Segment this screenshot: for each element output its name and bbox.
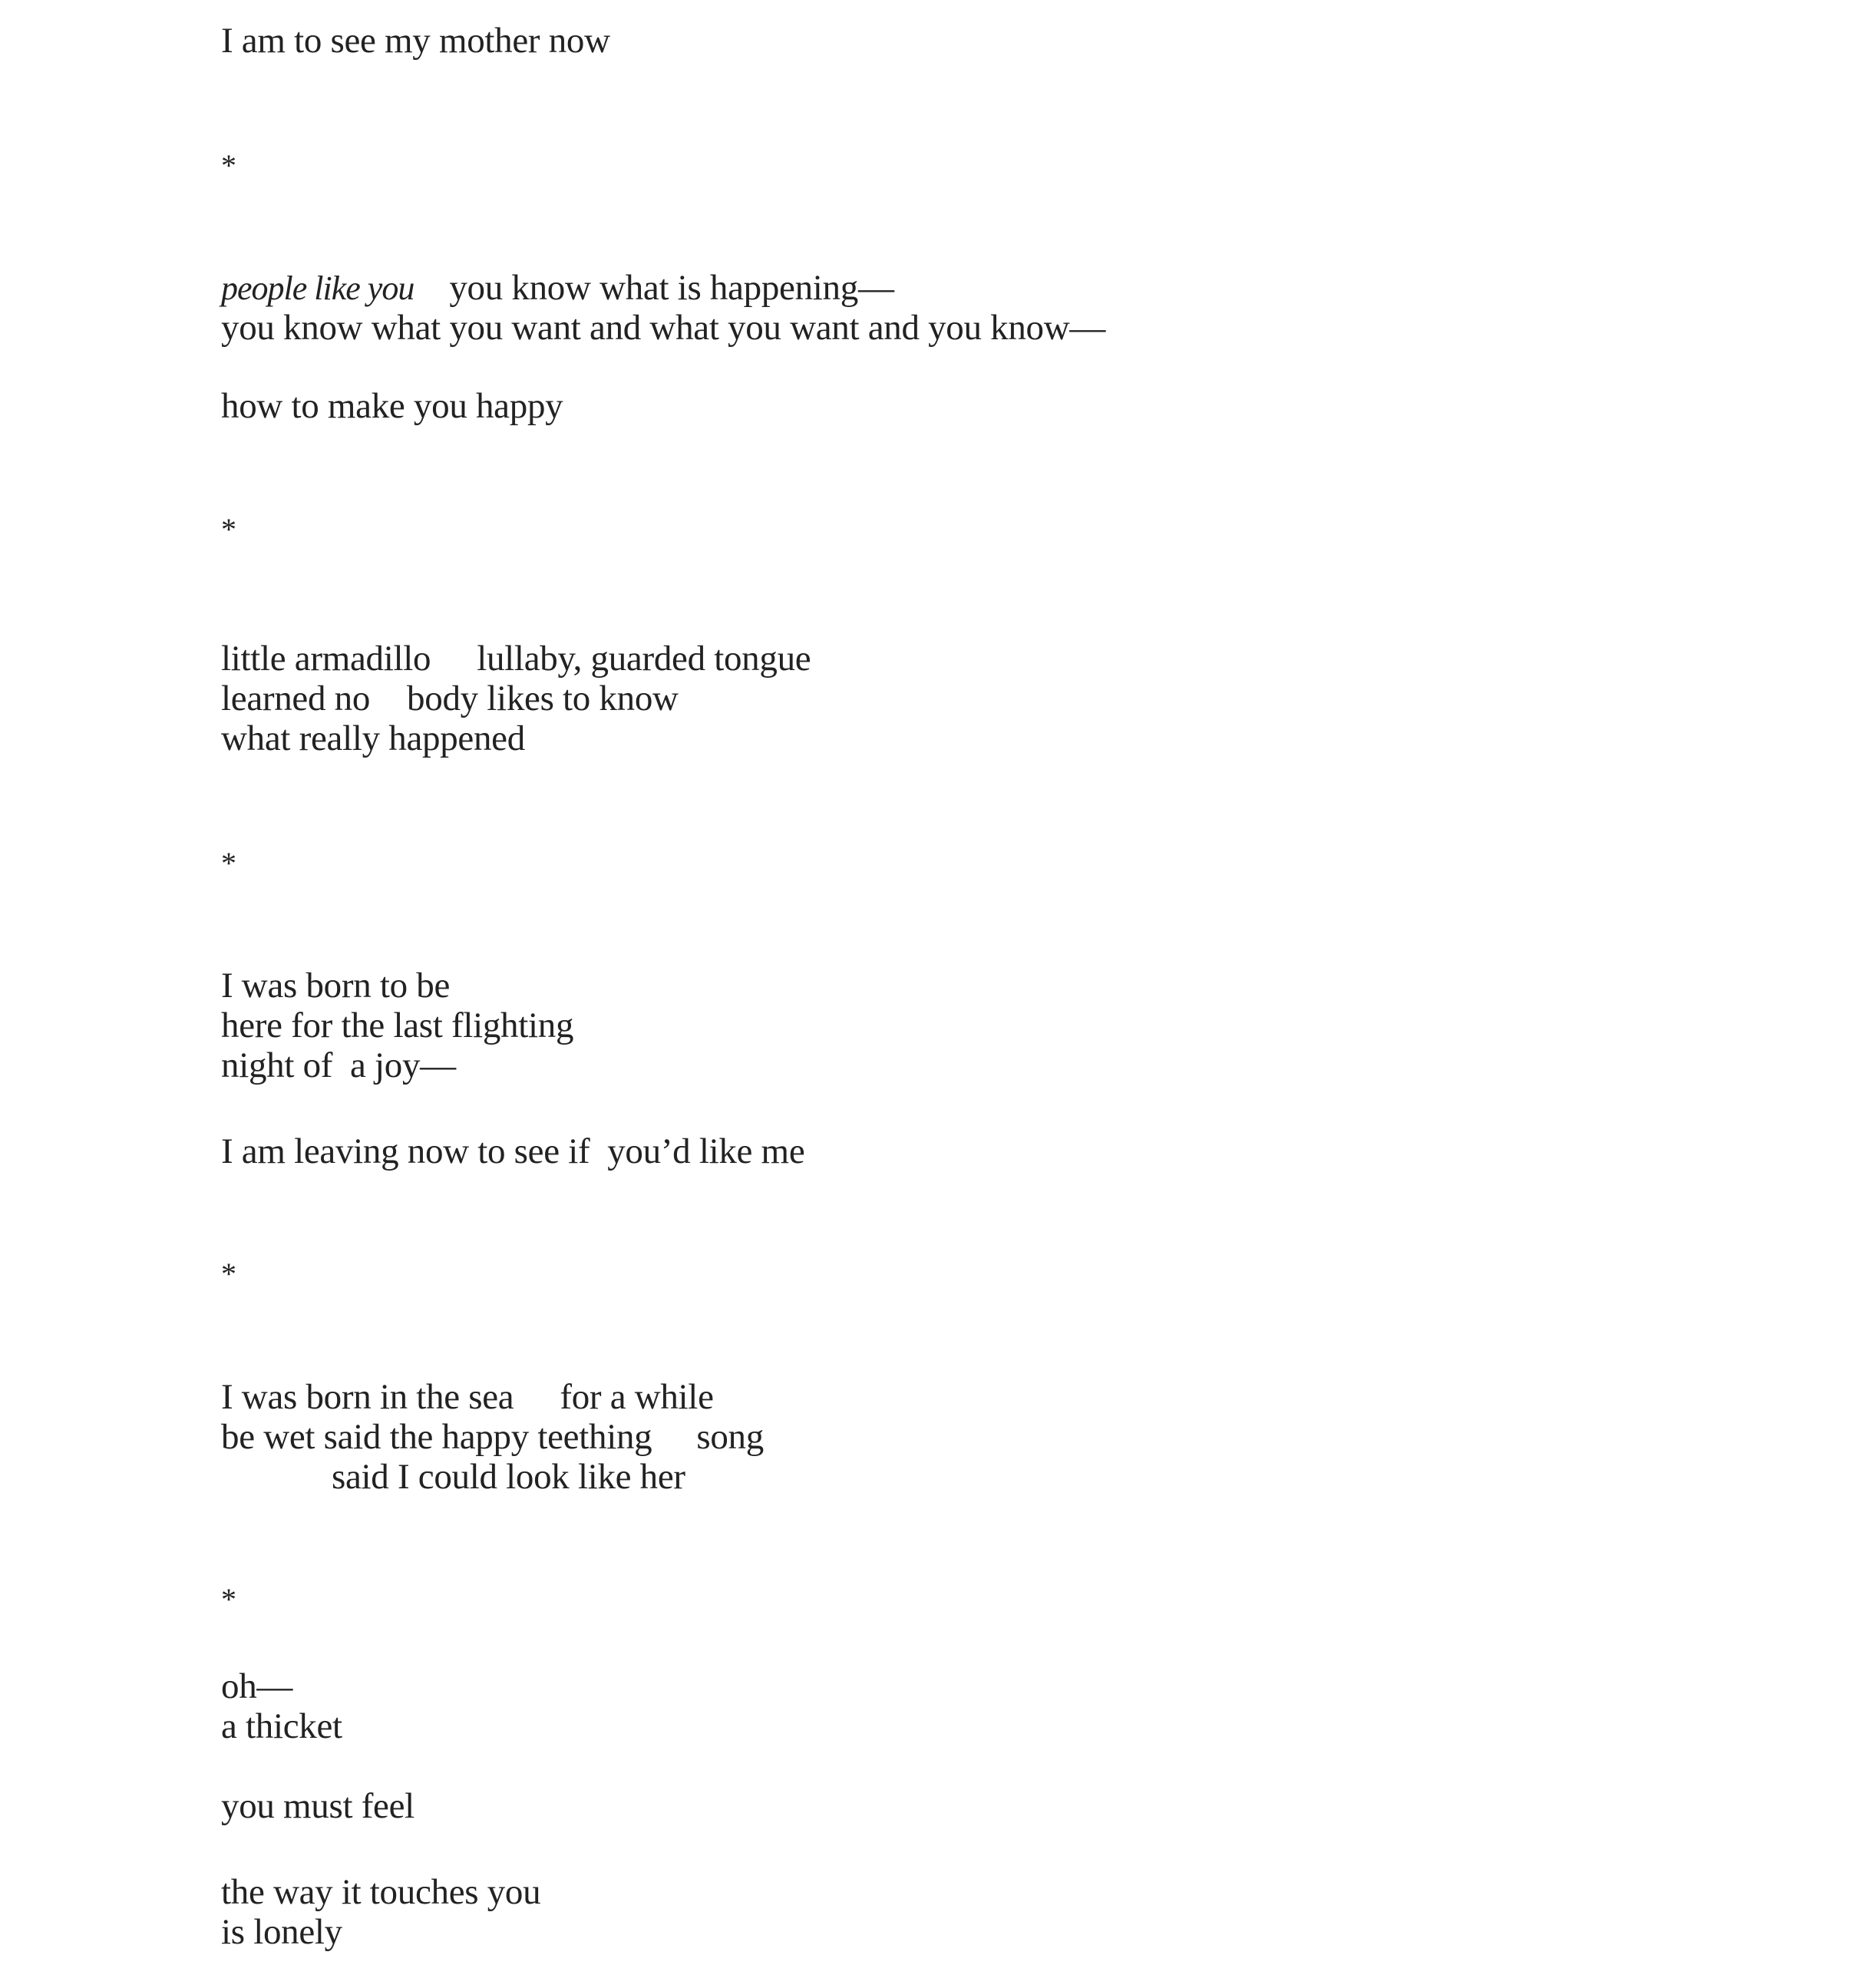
- section-separator: *: [221, 148, 236, 183]
- line-fragment: little armadillo: [221, 639, 431, 679]
- poem-line: oh—: [221, 1666, 293, 1706]
- poem-line: I am to see my mother now: [221, 21, 610, 61]
- section-separator: *: [221, 1257, 236, 1291]
- line-fragment: lullaby, guarded tongue: [477, 639, 811, 679]
- poem-line: night of a joy—: [221, 1045, 456, 1085]
- poem-line: how to make you happy: [221, 386, 563, 426]
- section-separator: *: [221, 846, 236, 880]
- poem-line: the way it touches you: [221, 1872, 541, 1912]
- line-fragment: be wet said the happy teething: [221, 1417, 652, 1457]
- poem-line: [221, 1377, 714, 1418]
- line-fragment: learned no: [221, 679, 371, 718]
- poem-line: [221, 268, 894, 309]
- line-fragment: for a while: [560, 1377, 714, 1417]
- poem-line: I was born to be: [221, 966, 451, 1006]
- line-fragment: body likes to know: [407, 679, 679, 718]
- poem-line: [221, 679, 679, 719]
- line-fragment: song: [696, 1417, 764, 1457]
- line-fragment: I was born in the sea: [221, 1377, 514, 1417]
- line-fragment: you know what is happening—: [449, 268, 894, 308]
- italic-phrase: people like you: [221, 269, 415, 307]
- poem-line: I am leaving now to see if you’d like me: [221, 1131, 805, 1171]
- poem-line: what really happened: [221, 718, 525, 758]
- poem-line: [221, 639, 811, 679]
- section-separator: *: [221, 1582, 236, 1617]
- poem-line: is lonely: [221, 1912, 342, 1952]
- poem-line: you must feel: [221, 1786, 415, 1826]
- poem-line: a thicket: [221, 1706, 342, 1746]
- section-separator: *: [221, 512, 236, 547]
- poem-line: you know what you want and what you want and you know—: [221, 308, 1106, 348]
- poem-line: [221, 1417, 764, 1458]
- poem-line: here for the last flighting: [221, 1006, 574, 1045]
- poem-line: said I could look like her: [332, 1457, 685, 1497]
